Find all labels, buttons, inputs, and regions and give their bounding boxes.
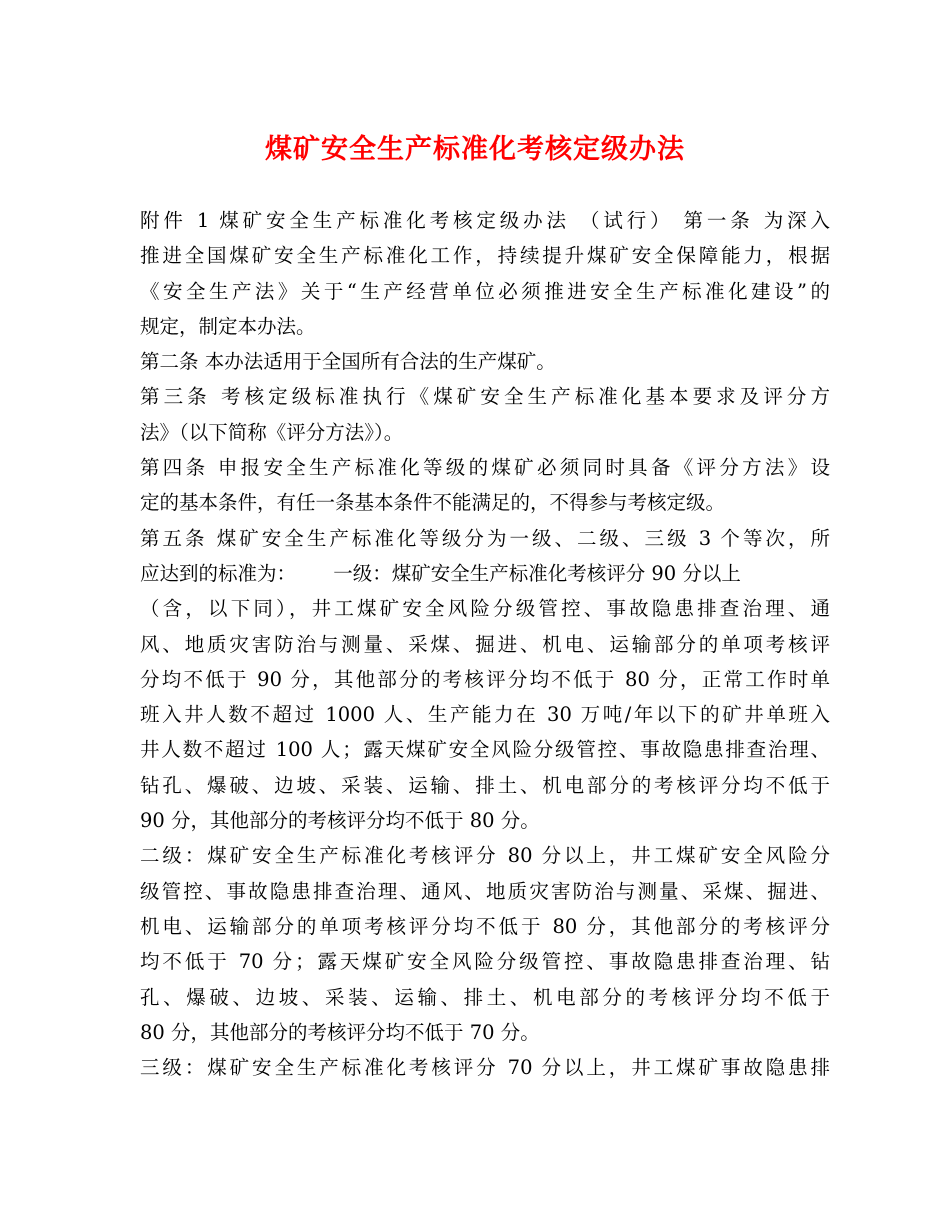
text-line: 《安全生产法》关于“生产经营单位必须推进安全生产标准化建设”的 [140,279,830,303]
text-line: （含，以下同），井工煤矿安全风险分级管控、事故隐患排查治理、通 [140,597,830,621]
text-line: 钻孔、爆破、边坡、采装、运输、排土、机电部分的考核评分均不低于 [140,773,830,797]
text-line: 班入井人数不超过 1000 人、生产能力在 30 万吨/年以下的矿井单班入 [140,703,830,727]
document-body [140,203,830,1085]
text-line: 机电、运输部分的单项考核评分均不低于 80 分，其他部分的考核评分 [140,914,830,938]
text-line: 80 分，其他部分的考核评分均不低于 70 分。 [140,1020,540,1044]
text-line: 90 分，其他部分的考核评分均不低于 80 分。 [140,809,540,833]
text-line: 三级：煤矿安全生产标准化考核评分 70 分以上，井工煤矿事故隐患排 [140,1056,830,1080]
text-line: 均不低于 70 分；露天煤矿安全风险分级管控、事故隐患排查治理、钻 [140,950,830,974]
text-line: 级管控、事故隐患排查治理、通风、地质灾害防治与测量、采煤、掘进、 [140,879,830,903]
text-line: 定的基本条件，有任一条基本条件不能满足的，不得参与考核定级。 [140,491,726,515]
text-line: 法》（以下简称《评分方法》）。 [140,420,404,444]
text-line: 附件 1 煤矿安全生产标准化考核定级办法 （试行） 第一条 为深入 [140,209,830,232]
text-line: 第三条 考核定级标准执行《煤矿安全生产标准化基本要求及评分方 [140,385,830,409]
text-line: 应达到的标准为： 一级：煤矿安全生产标准化考核评分 90 分以上 [140,561,741,585]
text-line: 推进全国煤矿安全生产标准化工作，持续提升煤矿安全保障能力，根据 [140,244,830,268]
text-line: 第五条 煤矿安全生产标准化等级分为一级、二级、三级 3 个等次，所 [140,526,830,550]
text-line: 井人数不超过 100 人；露天煤矿安全风险分级管控、事故隐患排查治理、 [140,738,830,762]
text-line: 风、地质灾害防治与测量、采煤、掘进、机电、运输部分的单项考核评 [140,632,830,656]
text-line: 第四条 申报安全生产标准化等级的煤矿必须同时具备《评分方法》设 [140,456,830,480]
text-line: 孔、爆破、边坡、采装、运输、排土、机电部分的考核评分均不低于 [140,985,830,1009]
text-line: 二级：煤矿安全生产标准化考核评分 80 分以上，井工煤矿安全风险分 [140,844,830,868]
text-line: 第二条 本办法适用于全国所有合法的生产煤矿。 [140,350,556,374]
text-line: 规定，制定本办法。 [140,314,316,338]
document-title: 煤矿安全生产标准化考核定级办法 [265,134,685,165]
text-line: 分均不低于 90 分，其他部分的考核评分均不低于 80 分，正常工作时单 [140,667,830,691]
